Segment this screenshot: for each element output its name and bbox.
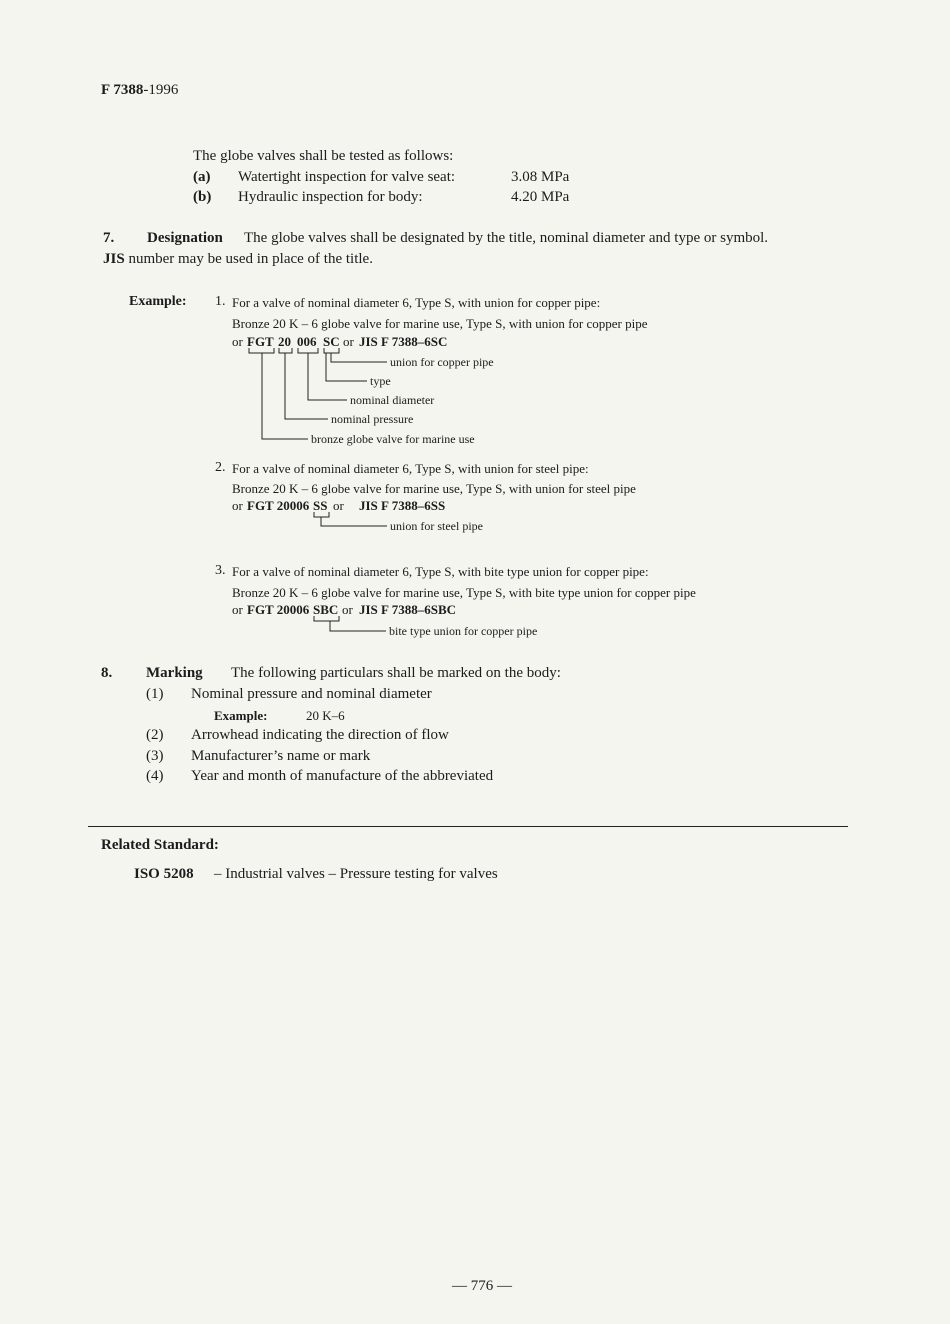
ex2-jis-code: JIS F 7388–6SS — [359, 498, 446, 513]
ex2-title: Bronze 20 K – 6 globe valve for marine use, Type S, with union for steel pipe — [232, 481, 636, 496]
ex3-description: For a valve of nominal diameter 6, Type S, with bite type union for copper pipe: — [232, 564, 649, 579]
marking-item-1-label: (1) — [146, 686, 164, 702]
leader-steel-union — [321, 517, 387, 526]
leader-pressure — [285, 353, 328, 419]
section7-number: 7. — [103, 230, 115, 246]
ex2-number: 2. — [215, 460, 226, 475]
section7-title: Designation — [147, 230, 223, 246]
related-heading: Related Standard: — [101, 837, 219, 853]
bracket-fgt — [249, 348, 274, 353]
ex3-title: Bronze 20 K – 6 globe valve for marine use, Type S, with bite type union for copper pipe — [232, 585, 696, 600]
ex1-or: or — [232, 334, 243, 349]
ex3-code-a: FGT 20006 — [247, 602, 310, 617]
section8-number: 8. — [101, 665, 113, 681]
marking-item-3-text: Manufacturer’s name or mark — [191, 748, 371, 764]
test-item-b-text: Hydraulic inspection for body: — [238, 189, 423, 205]
related-code: ISO 5208 — [134, 866, 194, 882]
related-text: – Industrial valves – Pressure testing for valves — [214, 866, 498, 882]
ex3-or: or — [232, 602, 243, 617]
section7-jis: JIS — [103, 251, 125, 267]
bracket-sbc — [314, 616, 339, 621]
ex2-or: or — [232, 498, 243, 513]
section8-intro: The following particulars shall be marked on the body: — [231, 665, 561, 681]
ex2-code-a: FGT 20006 — [247, 498, 310, 513]
ex1-code-006: 006 — [297, 334, 317, 349]
ex1-callout-valve: bronze globe valve for marine use — [311, 432, 475, 446]
test-item-b-value: 4.20 MPa — [511, 189, 570, 205]
bracket-ss — [314, 512, 329, 517]
bracket-006 — [298, 348, 318, 353]
section8-title: Marking — [146, 665, 203, 681]
standard-year: -1996 — [143, 82, 179, 98]
leader-type — [326, 353, 367, 381]
ex2-description: For a valve of nominal diameter 6, Type S, with union for steel pipe: — [232, 461, 589, 476]
test-item-a-text: Watertight inspection for valve seat: — [238, 169, 456, 185]
test-item-b-label: (b) — [193, 189, 212, 205]
marking-item-2-text: Arrowhead indicating the direction of flow — [191, 727, 449, 743]
section7-line2-rest: number may be used in place of the title. — [124, 251, 373, 267]
ex1-jis-code: JIS F 7388–6SC — [359, 334, 448, 349]
marking-example-label: Example: — [214, 708, 268, 723]
test-item-a-label: (a) — [193, 169, 211, 185]
ex1-callout-type: type — [370, 374, 391, 388]
example-label: Example: — [129, 294, 187, 309]
ex1-code-sc: SC — [323, 334, 340, 349]
ex1-callout-union: union for copper pipe — [390, 355, 494, 369]
marking-item-1-text: Nominal pressure and nominal diameter — [191, 686, 432, 702]
ex3-jis-code: JIS F 7388–6SBC — [359, 602, 457, 617]
marking-item-2-label: (2) — [146, 727, 164, 743]
ex1-code-fgt: FGT — [247, 334, 274, 349]
ex1-callout-diameter: nominal diameter — [350, 393, 435, 407]
ex1-or2: or — [343, 334, 354, 349]
tests-intro: The globe valves shall be tested as follows: — [193, 148, 454, 164]
standard-prefix: F 7388 — [101, 82, 144, 98]
leader-union — [331, 353, 387, 362]
ex3-number: 3. — [215, 563, 226, 578]
section7-line1: The globe valves shall be designated by the title, nominal diameter and type or symbol. — [244, 230, 769, 246]
ex1-title: Bronze 20 K – 6 globe valve for marine use, Type S, with union for copper pipe — [232, 316, 648, 331]
ex2-or2: or — [333, 498, 344, 513]
ex1-description: For a valve of nominal diameter 6, Type S, with union for copper pipe: — [232, 295, 601, 310]
leader-bite-union — [330, 621, 386, 631]
marking-item-4-text: Year and month of manufacture of the abbreviated — [191, 768, 494, 784]
ex1-number: 1. — [215, 294, 226, 309]
page-number: — 776 — — [452, 1278, 512, 1294]
bracket-sc — [324, 348, 339, 353]
bracket-20 — [279, 348, 292, 353]
test-item-a-value: 3.08 MPa — [511, 169, 570, 185]
marking-item-4-label: (4) — [146, 768, 164, 784]
ex1-code-20: 20 — [278, 334, 291, 349]
leader-diameter — [308, 353, 347, 400]
ex1-callout-pressure: nominal pressure — [331, 412, 414, 426]
ex3-code-b: SBC — [313, 602, 339, 617]
marking-example-value: 20 K–6 — [306, 708, 345, 723]
related-standard-divider — [88, 826, 848, 827]
ex2-code-b: SS — [313, 498, 328, 513]
ex2-callout: union for steel pipe — [390, 519, 483, 533]
marking-item-3-label: (3) — [146, 748, 164, 764]
ex3-or2: or — [342, 602, 353, 617]
ex3-callout: bite type union for copper pipe — [389, 624, 538, 638]
